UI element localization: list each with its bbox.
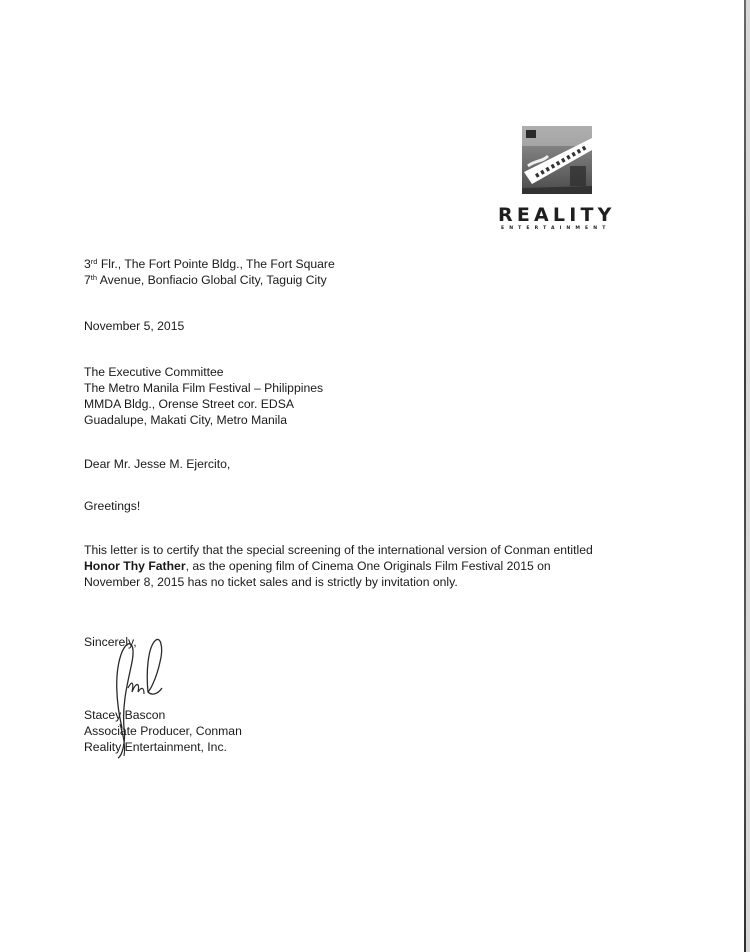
address-line-2: 7th Avenue, Bonfiacio Global City, Taguig City: [84, 273, 327, 287]
address-line-1: 3rd Flr., The Fort Pointe Bldg., The Fort Square: [84, 257, 335, 271]
signatory-company: Reality Entertainment, Inc.: [84, 740, 227, 754]
signatory-name: Stacey Bascon: [84, 708, 166, 722]
recipient-line: The Executive Committee: [84, 365, 224, 379]
letter-date: November 5, 2015: [84, 319, 185, 333]
letter-body: [84, 542, 593, 590]
signatory-title: Associate Producer, Conman: [84, 724, 242, 738]
body-line-1: This letter is to certify that the special screening of the international version of Conman entitled: [84, 543, 593, 557]
closing: Sincerely,: [84, 635, 137, 649]
recipient-line: The Metro Manila Film Festival – Philippines: [84, 381, 324, 395]
body-line-3: November 8, 2015 has no ticket sales and is strictly by invitation only.: [84, 575, 458, 589]
greeting: Greetings!: [84, 499, 141, 513]
recipient-block: [84, 364, 323, 428]
signatory-block: [84, 707, 242, 755]
logo-subtitle: ENTERTAINMENT: [501, 226, 611, 231]
body-line-2: Honor Thy Father, as the opening film of Cinema One Originals Film Festival 2015 on: [84, 559, 551, 573]
company-logo: [498, 126, 630, 236]
page-edge-line: [744, 0, 746, 952]
logo-wordmark: REALITY: [498, 204, 616, 226]
recipient-line: Guadalupe, Makati City, Metro Manila: [84, 413, 287, 427]
sender-address: [84, 256, 335, 288]
page-edge-shadow: [746, 0, 750, 952]
film-title: Honor Thy Father: [84, 559, 186, 573]
film-strip-logo-icon: [522, 126, 592, 194]
salutation: Dear Mr. Jesse M. Ejercito,: [84, 457, 231, 471]
recipient-line: MMDA Bldg., Orense Street cor. EDSA: [84, 397, 294, 411]
